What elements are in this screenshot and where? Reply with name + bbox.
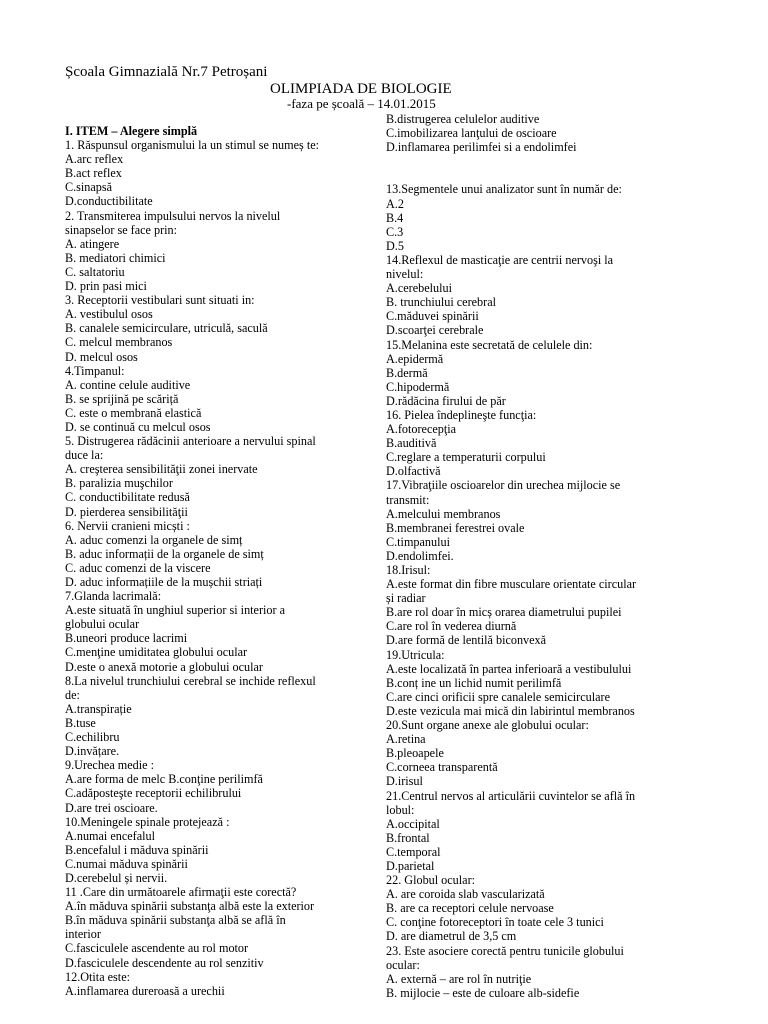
question-line: 3. Receptorii vestibulari sunt situati in: — [65, 293, 255, 308]
text-line: C.are cinci orificii spre canalele semicirculare — [386, 689, 610, 704]
text-line: C. aduc comenzi de la viscere — [65, 560, 211, 575]
question-line: 5. Distrugerea rădăcinii anterioare a nervului spinal — [65, 434, 316, 449]
text-line: C.numai măduva spinării — [65, 856, 188, 871]
text-line: C.corneea transparentă — [386, 760, 498, 775]
text-line: lobul: — [386, 802, 415, 817]
text-line: A.retina — [386, 732, 426, 747]
text-line: A.arc reflex — [65, 152, 124, 167]
text-line: C. conductibilitate redusă — [65, 490, 190, 505]
text-line: B. mijlocie – este de culoare alb-sidefie — [386, 985, 580, 1000]
question-line: 22. Globul ocular: — [386, 873, 476, 888]
document-title: OLIMPIADA DE BIOLOGIE — [270, 81, 452, 97]
text-line: D.olfactivă — [386, 464, 441, 479]
text-line: C. este o membrană elastică — [65, 405, 202, 420]
text-line: C. melcul membranos — [65, 335, 173, 350]
text-line: B.tuse — [65, 715, 96, 730]
text-line: B.act reflex — [65, 166, 122, 181]
text-line: B.are rol doar în micș orarea diametrului pupilei — [386, 605, 622, 620]
text-line: C.măduvei spinării — [386, 309, 479, 324]
question-line: 11 .Care din următoarele afirmaţii este corectă? — [65, 885, 297, 900]
text-line: D.fasciculele descendente au rol senzitiv — [65, 955, 264, 970]
text-line: D.irisul — [386, 774, 423, 789]
right-column — [386, 112, 686, 1000]
question-line: 18.Irisul: — [386, 563, 431, 577]
question-line: 13.Segmentele unui analizator sunt în număr de: — [386, 182, 622, 197]
text-line: B.auditivă — [386, 436, 437, 451]
text-line: globului ocular — [65, 617, 140, 632]
text-line: C. saltatoriu — [65, 264, 125, 279]
question-line: 1. Răspunsul organismului la un stimul se numeș te: — [65, 138, 320, 153]
question-line: 21.Centrul nervos al articulării cuvintelor se află în — [386, 788, 636, 803]
text-line: ocular: — [386, 957, 420, 972]
question-line: 7.Glanda lacrimală: — [65, 589, 162, 604]
text-line: D.cerebelul și nervii. — [65, 870, 168, 885]
text-line: A. are coroida slab vascularizată — [386, 887, 545, 902]
text-line: B.pleoapele — [386, 746, 444, 761]
question-line: 19.Utricula: — [386, 647, 445, 662]
text-line: A.transpirație — [65, 701, 132, 716]
text-line: C.are rol în vederea diurnă — [386, 619, 517, 634]
text-line: A.numai encefalul — [65, 828, 156, 843]
text-line: A. aduc comenzi la organele de simț — [65, 532, 243, 547]
text-line: B. aduc informații de la organele de simț — [65, 546, 264, 561]
text-line: B.uneori produce lacrimi — [65, 631, 188, 646]
text-line: A.inflamarea dureroasă a urechii — [65, 983, 225, 998]
text-line: D.este o anexă motorie a globului ocular — [65, 659, 263, 674]
text-line: A.este format din fibre musculare orientate circular — [386, 577, 637, 592]
question-line: 23. Este asociere corectă pentru tunicile globului — [386, 943, 624, 958]
text-line: B. trunchiului cerebral — [386, 295, 496, 310]
text-line: B.4 — [386, 210, 404, 225]
question-line: 6. Nervii cranieni micști : — [65, 518, 190, 533]
text-line: A. vestibulul osos — [65, 307, 153, 322]
text-line: A.cerebelului — [386, 281, 452, 296]
text-line: C.hipodermă — [386, 379, 450, 394]
text-line: D.are trei oscioare. — [65, 800, 158, 815]
text-line: B.encefalul i măduva spinării — [65, 842, 209, 857]
text-line: B.dermă — [386, 365, 428, 380]
text-line: A. atingere — [65, 236, 120, 251]
text-line: D.rădăcina firului de păr — [386, 393, 506, 408]
text-line: B. se sprijină pe scăriță — [65, 391, 179, 406]
text-line: B. are ca receptori celule nervoase — [386, 901, 554, 916]
question-line: 17.Vibraţiile oscioarelor din urechea mijlocie se — [386, 478, 621, 493]
text-line: D.inflamarea perilimfei si a endolimfei — [386, 140, 577, 155]
text-line: A.occipital — [386, 816, 440, 831]
text-line: B.membranei ferestrei ovale — [386, 520, 525, 535]
text-line: D. are diametrul de 3,5 cm — [386, 929, 517, 944]
question-line: 4.Timpanul: — [65, 363, 125, 378]
text-line: C.adăposteşte receptorii echilibrului — [65, 786, 242, 801]
text-line: A.fotorecepţia — [386, 422, 457, 437]
text-line: D.endolimfei. — [386, 548, 454, 563]
text-line: D. aduc informațiile de la mușchii striați — [65, 575, 263, 589]
text-line: și radiar — [386, 591, 426, 606]
text-line: C.menţine umiditatea globului ocular — [65, 645, 248, 660]
question-line: 8.La nivelul trunchiului cerebral se inchide reflexul — [65, 673, 316, 688]
school-name: Școala Gimnazială Nr.7 Petroșani — [65, 64, 268, 80]
text-line: transmit: — [386, 492, 430, 507]
text-line: D.conductibilitate — [65, 194, 153, 209]
text-line: B.în măduva spinării substanţa albă se află în — [65, 913, 286, 928]
question-line: 16. Pielea îndeplineşte funcţia: — [386, 407, 537, 422]
text-line — [386, 168, 686, 182]
text-line: A.are forma de melc B.conţine perilimfă — [65, 772, 263, 787]
question-line: I. ITEM – Alegere simplă — [65, 124, 198, 138]
text-line: A.este localizată în partea inferioară a vestibulului — [386, 661, 632, 676]
text-line: D. pierderea sensibilităţii — [65, 504, 188, 519]
text-line: D. se continuă cu melcul osos — [65, 419, 211, 434]
text-line: C.imobilizarea lanţului de oscioare — [386, 126, 557, 141]
text-line: A. creşterea sensibilităţii zonei inervate — [65, 462, 258, 477]
question-line: 12.Otita este: — [65, 969, 130, 984]
text-line: B.conț ine un lichid numit perilimfă — [386, 675, 562, 690]
text-line: D.are formă de lentilă biconvexă — [386, 633, 547, 648]
text-line: A.melcului membranos — [386, 506, 501, 521]
question-line: 15.Melanina este secretată de celulele din: — [386, 337, 593, 352]
text-line: C.3 — [386, 224, 404, 239]
question-line: 9.Urechea medie : — [65, 758, 154, 773]
document-subtitle: -faza pe școală – 14.01.2015 — [287, 96, 436, 111]
text-line: interior — [65, 927, 101, 942]
text-line: B.frontal — [386, 830, 430, 845]
text-line: A.epidermă — [386, 351, 444, 366]
text-line: C. conţine fotoreceptori în toate cele 3 tunici — [386, 915, 604, 930]
text-line: D.este vezicula mai mică din labirintul membranos — [386, 703, 635, 718]
text-line: C.timpanului — [386, 534, 450, 549]
text-line: C.temporal — [386, 844, 441, 859]
text-line: D. prin pasi mici — [65, 279, 147, 294]
text-line: D.5 — [386, 238, 404, 253]
text-line: D. melcul osos — [65, 349, 138, 364]
text-line: A. contine celule auditive — [65, 377, 191, 392]
text-line: C.echilibru — [65, 730, 120, 745]
text-line: B. paralizia muşchilor — [65, 476, 173, 491]
text-line: de: — [65, 687, 80, 702]
question-line: 10.Meningele spinale protejează : — [65, 814, 230, 829]
question-line: 20.Sunt organe anexe ale globului ocular: — [386, 718, 589, 733]
text-line: A. externă – are rol în nutriţie — [386, 971, 532, 986]
text-line: B. canalele semicirculare, utriculă, saculă — [65, 321, 268, 336]
text-line: D.parietal — [386, 858, 435, 873]
text-line: C.fasciculele ascendente au rol motor — [65, 941, 249, 956]
text-line: sinapselor se face prin: — [65, 222, 178, 237]
text-line: A.în măduva spinării substanţa albă este la exterior — [65, 899, 315, 914]
text-line: A.este situată în unghiul superior si interior a — [65, 603, 286, 618]
text-line: nivelul: — [386, 267, 424, 282]
text-line: B.distrugerea celulelor auditive — [386, 112, 540, 126]
question-line: 2. Transmiterea impulsului nervos la nivelul — [65, 208, 281, 223]
text-line: D.scoarţei cerebrale — [386, 323, 484, 338]
text-line: C.reglare a temperaturii corpului — [386, 450, 546, 465]
text-line: A.2 — [386, 196, 404, 211]
text-line: duce la: — [65, 448, 104, 463]
question-line: 14.Reflexul de masticaţie are centrii nervoşi la — [386, 252, 614, 267]
text-line — [386, 154, 686, 168]
text-line: B. mediatori chimici — [65, 250, 166, 265]
text-line: D.invățare. — [65, 744, 120, 759]
text-line: C.sinapsă — [65, 180, 113, 195]
left-column — [65, 124, 365, 998]
